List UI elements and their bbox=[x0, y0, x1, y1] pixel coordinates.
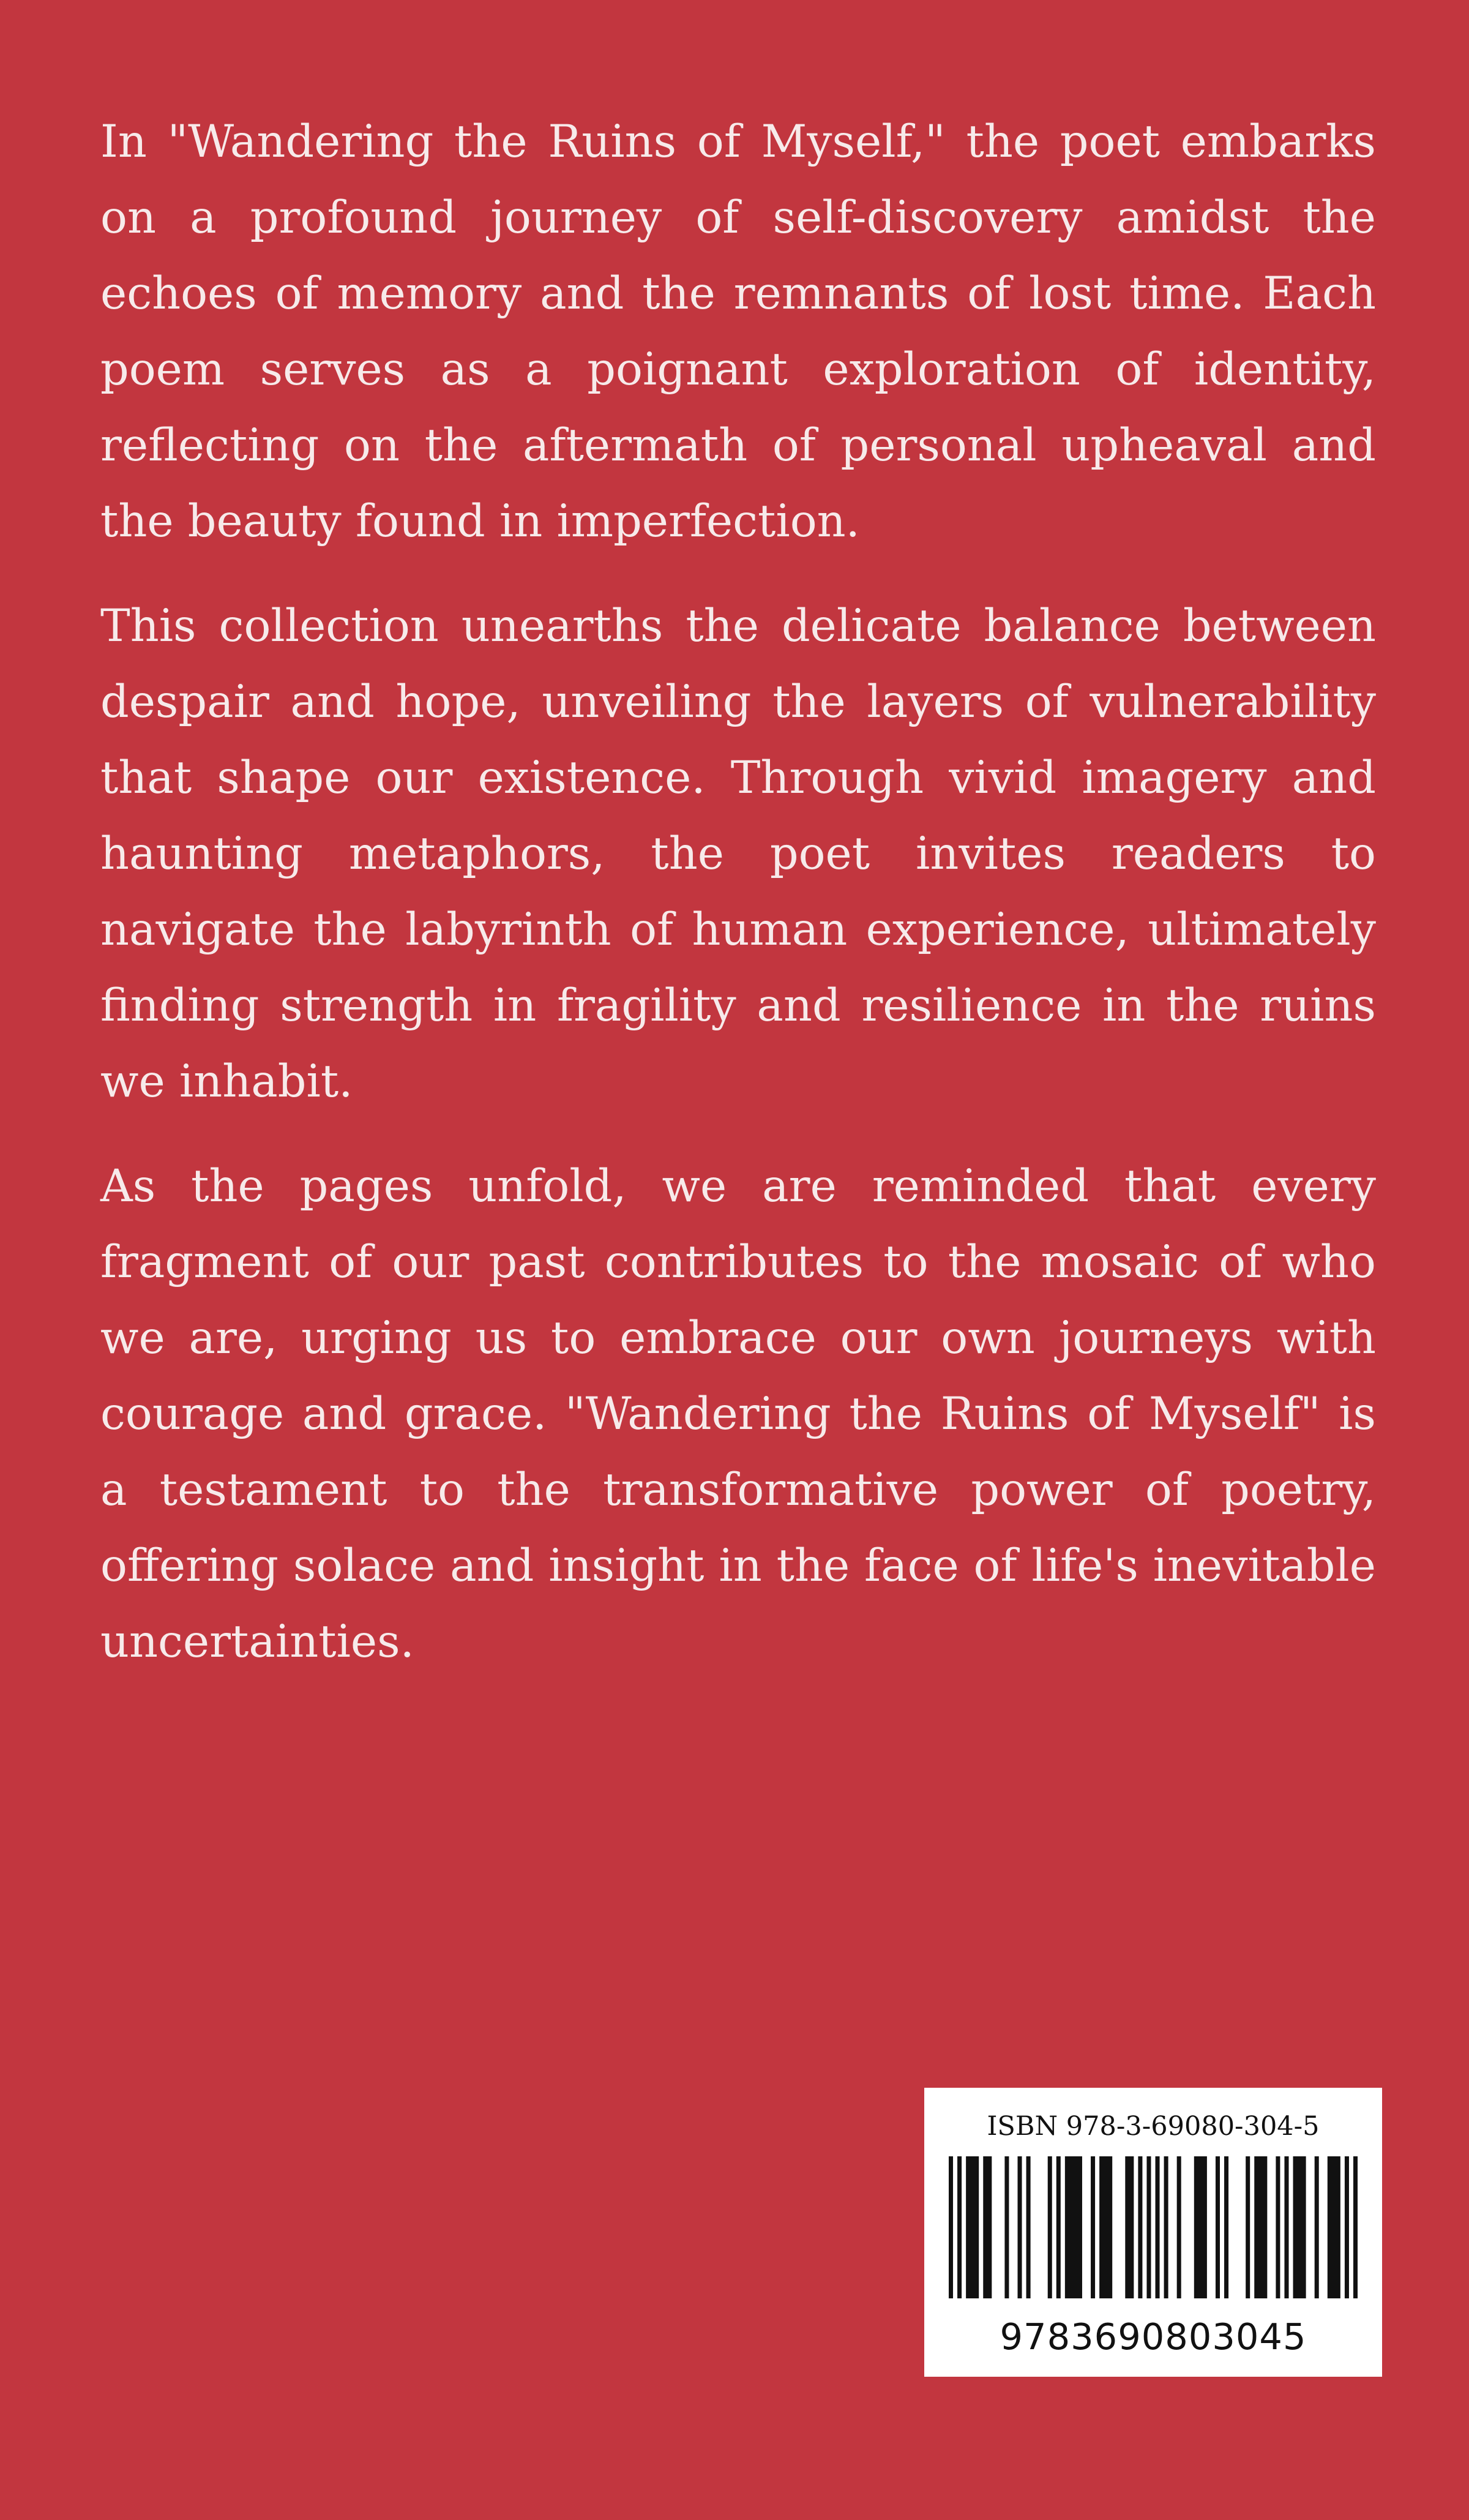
barcode-bar bbox=[949, 2156, 953, 2298]
barcode-bar bbox=[1164, 2156, 1168, 2298]
barcode-bar bbox=[1328, 2156, 1340, 2298]
barcode-bar bbox=[1345, 2156, 1349, 2298]
barcode-bar bbox=[1004, 2156, 1009, 2298]
isbn-barcode-box bbox=[924, 2088, 1382, 2377]
barcode-bar bbox=[1125, 2156, 1134, 2298]
barcode-bar bbox=[966, 2156, 979, 2298]
barcode-bar bbox=[1246, 2156, 1250, 2298]
isbn-label: ISBN 978-3-69080-304-5 bbox=[987, 2111, 1320, 2142]
blurb-paragraph-3: As the pages unfold, we are reminded that every fragment of our past contributes to the mosaic of who we are, urging us to embrace our own journeys with courage and grace. "Wandering the Ruins of Myself" is a testament to the transformative power of poetry, offering solace and insight in the face of life's inevitable uncertainties. bbox=[100, 1160, 1376, 1668]
ean-digits: 9783690803045 bbox=[1000, 2316, 1307, 2358]
barcode-bar bbox=[1065, 2156, 1082, 2298]
barcode-bar bbox=[1056, 2156, 1061, 2298]
barcode-bar bbox=[1194, 2156, 1207, 2298]
barcode-bar bbox=[957, 2156, 962, 2298]
barcode-bar bbox=[1099, 2156, 1112, 2298]
barcode-bar bbox=[1254, 2156, 1267, 2298]
blurb-paragraph-1: In "Wandering the Ruins of Myself," the poet embarks on a profound journey of self-discovery amidst the echoes of memory and the remnants of lost time. Each poem serves as a poignant exploration of identity, reflecting on the aftermath of personal upheaval and the beauty found in imperfection. bbox=[100, 116, 1376, 547]
blurb-text bbox=[100, 104, 1376, 1709]
barcode-icon bbox=[949, 2156, 1358, 2298]
barcode-bar bbox=[1146, 2156, 1151, 2298]
barcode-bar bbox=[1026, 2156, 1031, 2298]
barcode-bar bbox=[1177, 2156, 1181, 2298]
barcode-bar bbox=[1091, 2156, 1095, 2298]
barcode-bar bbox=[1315, 2156, 1319, 2298]
barcode-bar bbox=[1276, 2156, 1280, 2298]
barcode-bar bbox=[1048, 2156, 1052, 2298]
barcode-bar bbox=[983, 2156, 992, 2298]
barcode-bar bbox=[1284, 2156, 1288, 2298]
blurb-paragraph-2: This collection unearths the delicate balance between despair and hope, unveiling the layers of vulnerability that shape our existence. Through vivid imagery and haunting metaphors, the poet invites readers to navigate the labyrinth of human experience, ultimately finding strength in fragility and resilience in the ruins we inhabit. bbox=[100, 600, 1376, 1108]
barcode-bar bbox=[1293, 2156, 1306, 2298]
barcode-bar bbox=[1353, 2156, 1358, 2298]
barcode-bar bbox=[1138, 2156, 1142, 2298]
barcode-bar bbox=[1224, 2156, 1228, 2298]
barcode-bar bbox=[1018, 2156, 1022, 2298]
barcode-bar bbox=[1216, 2156, 1220, 2298]
barcode-bar bbox=[1156, 2156, 1160, 2298]
